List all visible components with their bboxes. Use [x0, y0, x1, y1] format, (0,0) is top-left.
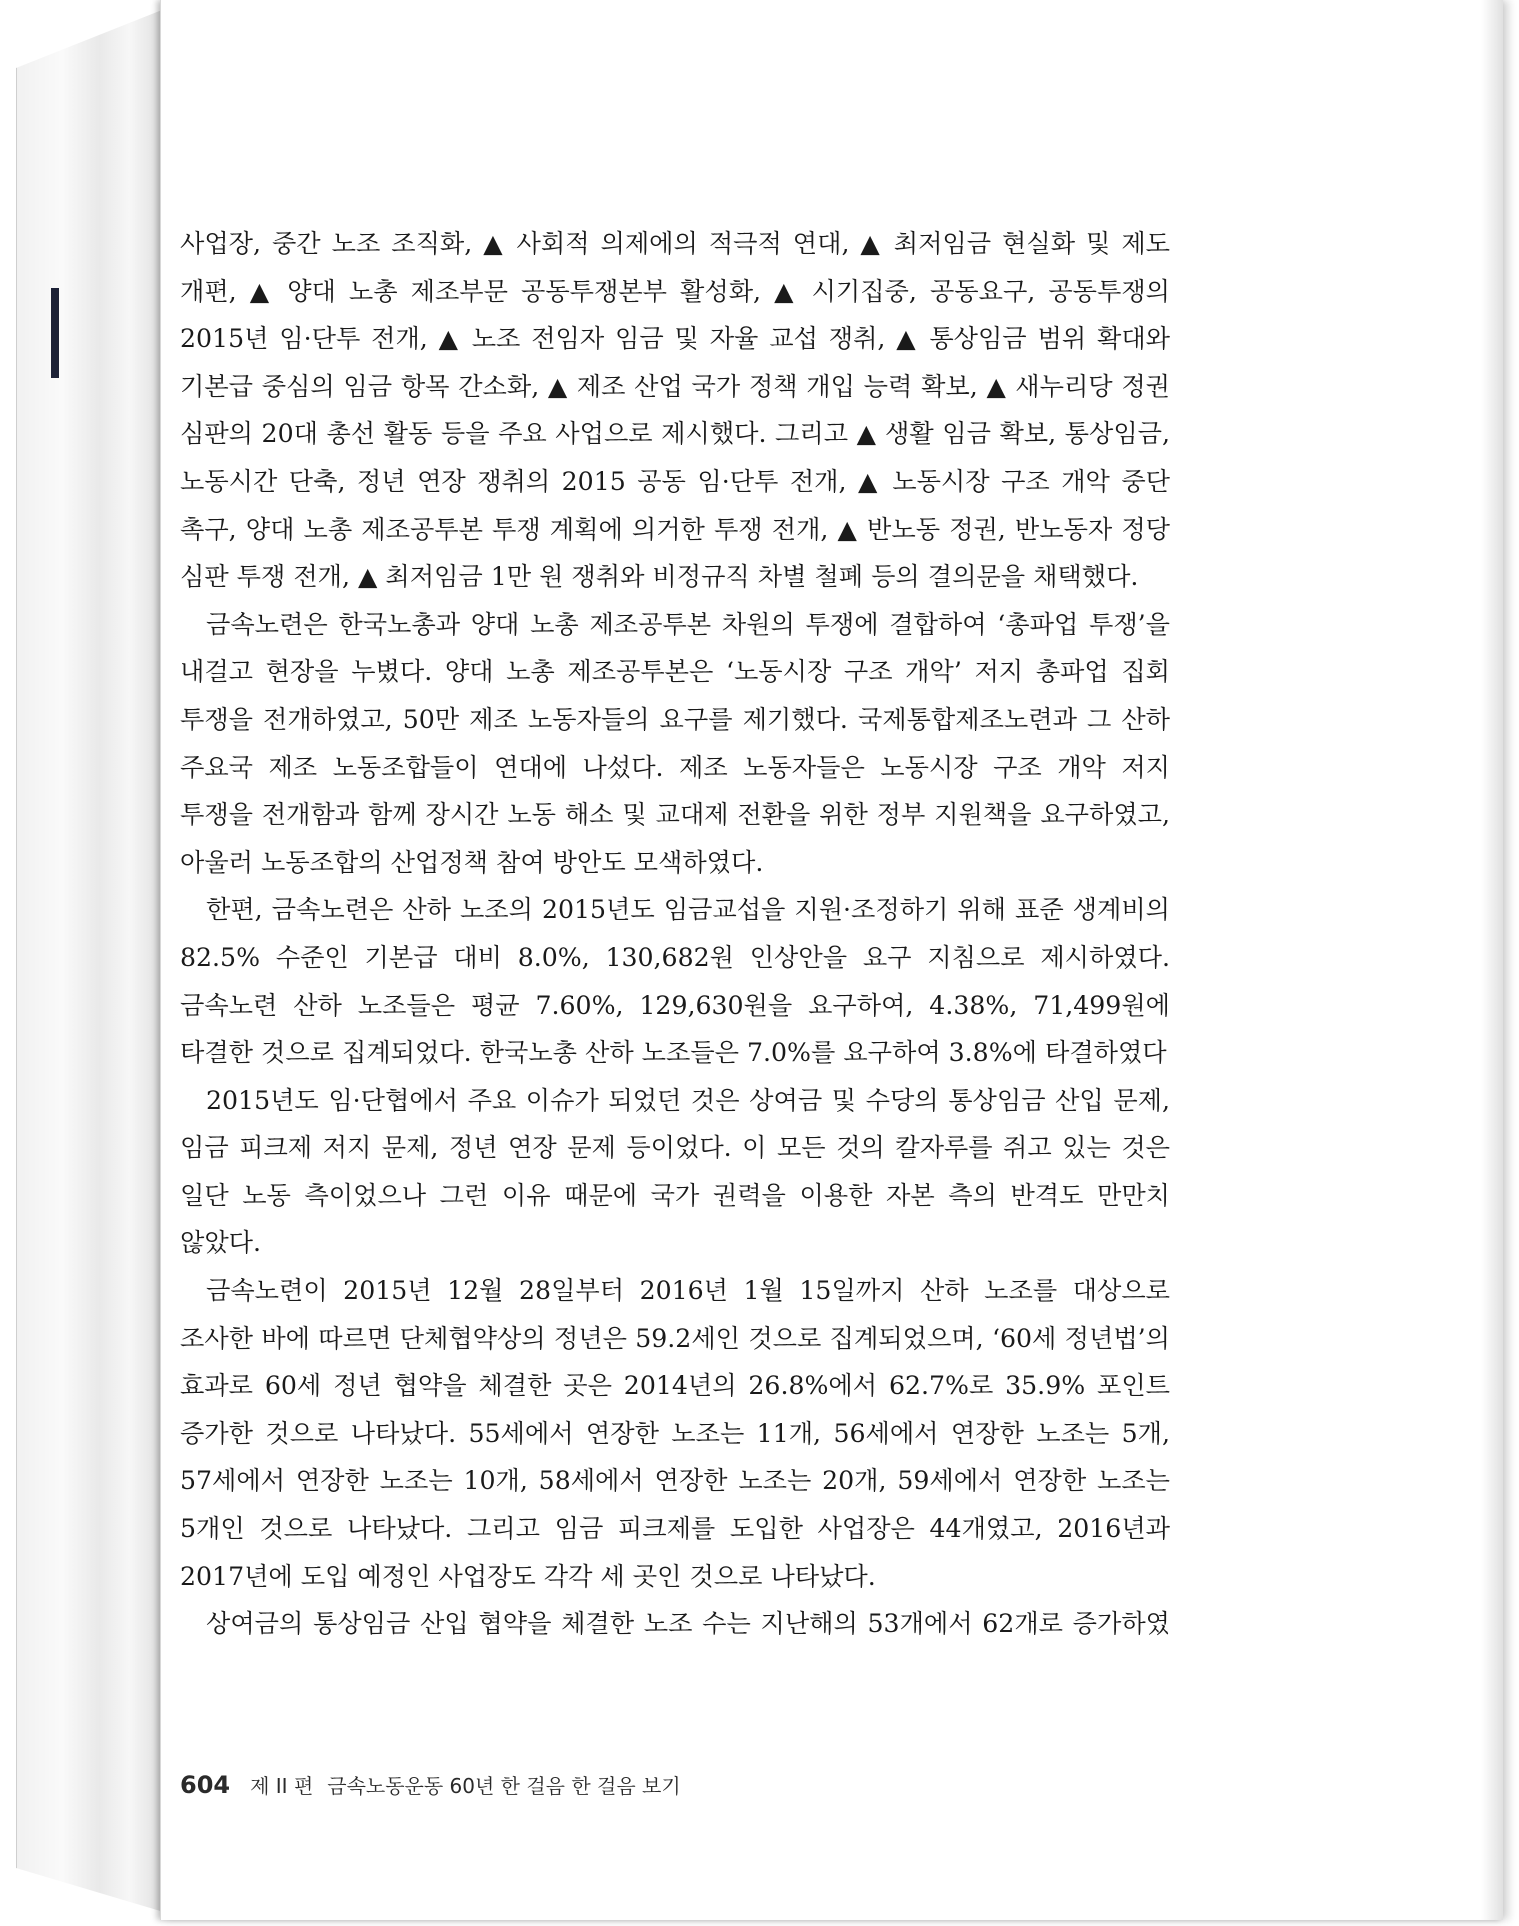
body-text	[180, 220, 1170, 1648]
paragraph: 금속노련은 한국노총과 양대 노총 제조공투본 차원의 투쟁에 결합하여 ‘총파업 투쟁’을 내걸고 현장을 누볐다. 양대 노총 제조공투본은 ‘노동시장 구조 개악’ 저지 총파업 집회 투쟁을 전개하였고, 50만 제조 노동자들의 요구를 제기했다. 국제통합제조노련과 그 산하 주요국 제조 노동조합들이 연대에 나섰다. 제조 노동자들은 노동시장 구조 개악 저지 투쟁을 전개함과 함께 장시간 노동 해소 및 교대제 전환을 위한 정부 지원책을 요구하였고, 아울러 노동조합의 산업정책 참여 방안도 모색하였다.	[180, 609, 1170, 877]
paragraph: 한편, 금속노련은 산하 노조의 2015년도 임금교섭을 지원·조정하기 위해 표준 생계비의 82.5% 수준인 기본급 대비 8.0%, 130,682원 인상안을 요구 지침으로 제시하였다. 금속노련 산하 노조들은 평균 7.60%, 129,630원을 요구하여, 4.38%, 71,499원에 타결한 것으로 집계되었다. 한국노총 산하 노조들은 7.0%를 요구하여 3.8%에 타결하였다	[180, 895, 1170, 1068]
part-label: 제 II 편	[250, 1774, 314, 1798]
bookmark-ribbon	[51, 288, 59, 378]
page-footer	[180, 1770, 681, 1806]
running-title: 금속노동운동 60년 한 걸음 한 걸음 보기	[327, 1774, 681, 1798]
page-gutter-shadow	[1481, 0, 1503, 1920]
page-number: 604	[180, 1771, 231, 1799]
paragraph: 2015년도 임·단협에서 주요 이슈가 되었던 것은 상여금 및 수당의 통상임금 산입 문제, 임금 피크제 저지 문제, 정년 연장 문제 등이었다. 이 모든 것의 칼자루를 쥐고 있는 것은 일단 노동 측이었으나 그런 이유 때문에 국가 권력을 이용한 자본 측의 반격도 만만치 않았다.	[180, 1085, 1170, 1258]
paragraph: 금속노련이 2015년 12월 28일부터 2016년 1월 15일까지 산하 노조를 대상으로 조사한 바에 따르면 단체협약상의 정년은 59.2세인 것으로 집계되었으며, ‘60세 정년법’의 효과로 60세 정년 협약을 체결한 곳은 2014년의 26.8%에서 62.7%로 35.9% 포인트 증가한 것으로 나타났다. 55세에서 연장한 노조는 11개, 56세에서 연장한 노조는 5개, 57세에서 연장한 노조는 10개, 58세에서 연장한 노조는 20개, 59세에서 연장한 노조는 5개인 것으로 나타났다. 그리고 임금 피크제를 도입한 사업장은 44개였고, 2016년과 2017년에 도입 예정인 사업장도 각각 세 곳인 것으로 나타났다.	[180, 1276, 1170, 1591]
paragraph-continues: 상여금의 통상임금 산입 협약을 체결한 노조 수는 지난해의 53개에서 62개로 증가하였	[206, 1609, 1170, 1639]
book-page-edges	[16, 8, 167, 1913]
paragraph-continuation: 사업장, 중간 노조 조직화, ▲ 사회적 의제에의 적극적 연대, ▲ 최저임금 현실화 및 제도 개편, ▲ 양대 노총 제조부문 공동투쟁본부 활성화, ▲ 시기집중, 공동요구, 공동투쟁의 2015년 임·단투 전개, ▲ 노조 전임자 임금 및 자율 교섭 쟁취, ▲ 통상임금 범위 확대와 기본급 중심의 임금 항목 간소화, ▲ 제조 산업 국가 정책 개입 능력 확보, ▲ 새누리당 정권 심판의 20대 총선 활동 등을 주요 사업으로 제시했다. 그리고 ▲ 생활 임금 확보, 통상임금, 노동시간 단축, 정년 연장 쟁취의 2015 공동 임·단투 전개, ▲ 노동시장 구조 개악 중단 촉구, 양대 노총 제조공투본 투쟁 계획에 의거한 투쟁 전개, ▲ 반노동 정권, 반노동자 정당 심판 투쟁 전개, ▲ 최저임금 1만 원 쟁취와 비정규직 차별 철폐 등의 결의문을 채택했다.	[180, 229, 1170, 592]
